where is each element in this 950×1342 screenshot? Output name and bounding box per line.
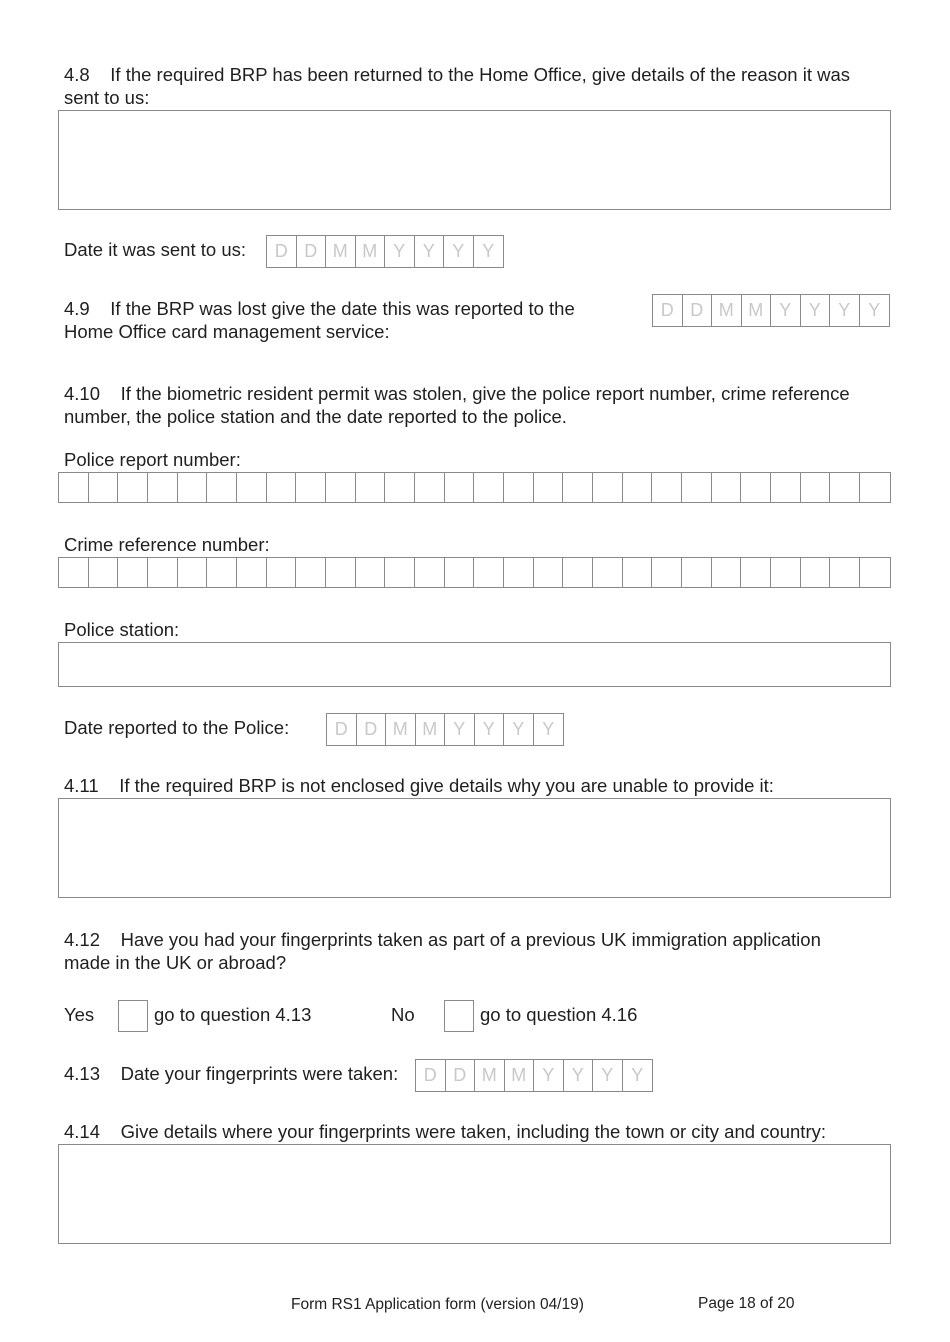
question-number: 4.10: [64, 383, 101, 404]
character-cell[interactable]: [534, 558, 564, 587]
character-cell[interactable]: [563, 473, 593, 502]
date-cell[interactable]: M: [326, 236, 356, 267]
police-report-number-label: Police report number:: [64, 449, 241, 470]
date-sent-label: Date it was sent to us:: [64, 239, 247, 260]
date-cell[interactable]: Y: [504, 714, 534, 745]
yes-label: Yes: [64, 1004, 95, 1025]
character-cell[interactable]: [712, 558, 742, 587]
question-number: 4.11: [64, 775, 99, 796]
character-cell[interactable]: [474, 473, 504, 502]
character-cell[interactable]: [445, 473, 475, 502]
police-station-label: Police station:: [64, 619, 180, 640]
date-cell[interactable]: D: [267, 236, 297, 267]
date-cell[interactable]: M: [712, 295, 742, 326]
character-cell[interactable]: [593, 473, 623, 502]
character-cell[interactable]: [356, 558, 386, 587]
footer-form-name: Form RS1 Application form (version 04/19): [291, 1296, 584, 1313]
question-4-9-text: [64, 297, 575, 343]
question-text-line: Date your fingerprints were taken:: [120, 1063, 399, 1084]
question-text-line: Home Office card management service:: [64, 321, 390, 342]
character-cell[interactable]: [801, 473, 831, 502]
character-cell[interactable]: [741, 558, 771, 587]
date-cell[interactable]: Y: [564, 1060, 594, 1091]
character-cell[interactable]: [771, 473, 801, 502]
character-cell[interactable]: [534, 473, 564, 502]
question-number: 4.14: [64, 1121, 101, 1142]
character-cell[interactable]: [267, 473, 297, 502]
date-cell[interactable]: M: [356, 236, 386, 267]
character-cell[interactable]: [385, 558, 415, 587]
police-station-input[interactable]: [58, 642, 891, 687]
character-cell[interactable]: [771, 558, 801, 587]
character-cell[interactable]: [356, 473, 386, 502]
character-cell[interactable]: [801, 558, 831, 587]
question-text-line: If the required BRP is not enclosed give details why you are unable to provide it:: [119, 775, 774, 796]
not-enclosed-reason-textarea[interactable]: [58, 798, 891, 898]
date-sent-input[interactable]: [266, 235, 504, 268]
character-cell[interactable]: [415, 558, 445, 587]
character-cell[interactable]: [593, 558, 623, 587]
character-cell[interactable]: [445, 558, 475, 587]
question-4-13-text: [64, 1062, 398, 1085]
date-cell[interactable]: Y: [482, 241, 495, 261]
date-cell[interactable]: D: [297, 236, 327, 267]
character-cell[interactable]: [207, 473, 237, 502]
question-text-line: Have you had your fingerprints taken as part of a previous UK immigration application: [120, 929, 821, 950]
character-cell[interactable]: [474, 558, 504, 587]
date-reported-input[interactable]: [326, 713, 564, 746]
date-cell[interactable]: D: [446, 1060, 476, 1091]
question-4-8-text: [64, 63, 850, 109]
character-cell[interactable]: [267, 558, 297, 587]
date-cell[interactable]: D: [683, 295, 713, 326]
date-cell[interactable]: M: [386, 714, 416, 745]
date-cell[interactable]: D: [357, 714, 387, 745]
character-cell[interactable]: [59, 473, 89, 502]
date-cell[interactable]: Y: [444, 236, 474, 267]
character-cell[interactable]: [682, 558, 712, 587]
question-text-line: made in the UK or abroad?: [64, 952, 287, 973]
character-cell[interactable]: [59, 558, 89, 587]
character-cell[interactable]: [504, 473, 534, 502]
date-reported-label: Date reported to the Police:: [64, 717, 290, 738]
date-cell[interactable]: Y: [445, 714, 475, 745]
character-cell[interactable]: [860, 473, 890, 502]
date-cell[interactable]: Y: [385, 236, 415, 267]
returned-reason-textarea[interactable]: [58, 110, 891, 210]
character-cell[interactable]: [563, 558, 593, 587]
character-cell[interactable]: [296, 558, 326, 587]
date-cell[interactable]: M: [742, 295, 772, 326]
character-cell[interactable]: [89, 558, 119, 587]
question-number: 4.8: [64, 64, 90, 85]
character-cell[interactable]: [860, 558, 890, 587]
character-cell[interactable]: [652, 558, 682, 587]
question-text-line: If the biometric resident permit was stolen, give the police report number, crime reference: [120, 383, 850, 404]
fingerprints-location-textarea[interactable]: [58, 1144, 891, 1244]
date-cell[interactable]: Y: [801, 295, 831, 326]
date-cell[interactable]: Y: [771, 295, 801, 326]
date-cell[interactable]: Y: [868, 300, 881, 320]
character-cell[interactable]: [237, 473, 267, 502]
date-cell[interactable]: M: [505, 1060, 535, 1091]
date-cell[interactable]: D: [327, 714, 357, 745]
character-cell[interactable]: [207, 558, 237, 587]
character-cell[interactable]: [178, 558, 208, 587]
character-cell[interactable]: [623, 558, 653, 587]
character-cell[interactable]: [118, 558, 148, 587]
date-cell[interactable]: Y: [542, 719, 555, 739]
character-cell[interactable]: [326, 558, 356, 587]
question-4-14-text: [64, 1120, 826, 1143]
question-number: 4.13: [64, 1063, 101, 1084]
question-4-10-text: [64, 382, 850, 428]
date-cell[interactable]: D: [416, 1060, 446, 1091]
character-cell[interactable]: [830, 473, 860, 502]
character-cell[interactable]: [504, 558, 534, 587]
date-cell[interactable]: M: [416, 714, 446, 745]
character-cell[interactable]: [682, 473, 712, 502]
question-text-line: Give details where your fingerprints were taken, including the town or city and country:: [120, 1121, 826, 1142]
question-4-11-text: [64, 774, 774, 797]
footer-page-number: Page 18 of 20: [698, 1295, 795, 1312]
yes-instruction: go to question 4.13: [154, 1004, 312, 1025]
question-number: 4.9: [64, 298, 90, 319]
character-cell[interactable]: [237, 558, 267, 587]
date-lost-reported-input[interactable]: [652, 294, 890, 327]
character-cell[interactable]: [178, 473, 208, 502]
question-text-line: If the BRP was lost give the date this was reported to the: [110, 298, 575, 319]
police-report-number-input[interactable]: [58, 472, 891, 503]
no-label: No: [391, 1004, 415, 1025]
question-number: 4.12: [64, 929, 101, 950]
question-text-line: If the required BRP has been returned to the Home Office, give details of the reason it was: [110, 64, 851, 85]
date-cell[interactable]: Y: [593, 1060, 623, 1091]
character-cell[interactable]: [623, 473, 653, 502]
character-cell[interactable]: [89, 473, 119, 502]
character-cell[interactable]: [741, 473, 771, 502]
character-cell[interactable]: [385, 473, 415, 502]
date-cell[interactable]: D: [653, 295, 683, 326]
date-cell[interactable]: Y: [830, 295, 860, 326]
fingerprints-date-input[interactable]: [415, 1059, 653, 1092]
crime-reference-number-label: Crime reference number:: [64, 534, 270, 555]
character-cell[interactable]: [148, 473, 178, 502]
character-cell[interactable]: [712, 473, 742, 502]
date-cell[interactable]: M: [475, 1060, 505, 1091]
date-cell[interactable]: Y: [415, 236, 445, 267]
yes-checkbox[interactable]: [118, 1000, 148, 1032]
character-cell[interactable]: [148, 558, 178, 587]
character-cell[interactable]: [326, 473, 356, 502]
date-cell[interactable]: Y: [534, 1060, 564, 1091]
question-4-12-text: [64, 928, 821, 974]
crime-reference-number-input[interactable]: [58, 557, 891, 588]
date-cell[interactable]: Y: [475, 714, 505, 745]
character-cell[interactable]: [652, 473, 682, 502]
character-cell[interactable]: [415, 473, 445, 502]
character-cell[interactable]: [118, 473, 148, 502]
character-cell[interactable]: [296, 473, 326, 502]
character-cell[interactable]: [830, 558, 860, 587]
no-instruction: go to question 4.16: [480, 1004, 638, 1025]
no-checkbox[interactable]: [444, 1000, 474, 1032]
question-text-line: sent to us:: [64, 87, 150, 108]
date-cell[interactable]: Y: [631, 1065, 644, 1085]
question-text-line: number, the police station and the date reported to the police.: [64, 406, 567, 427]
